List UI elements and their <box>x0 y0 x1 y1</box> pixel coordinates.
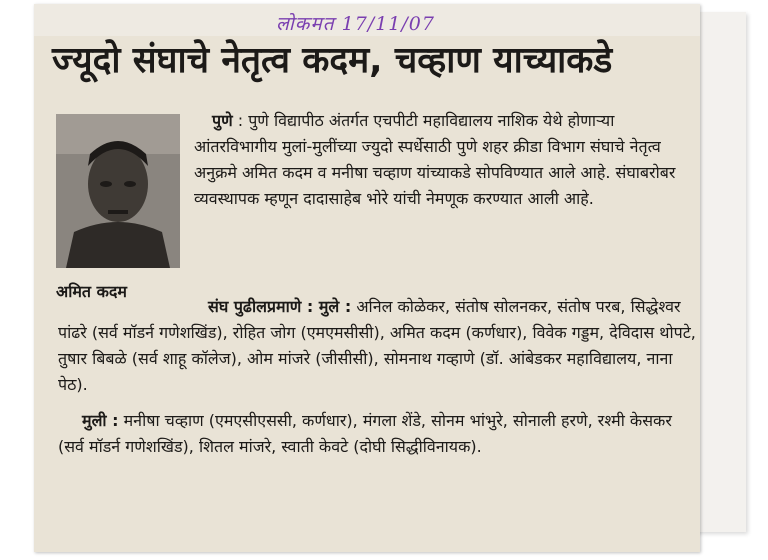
player-photo <box>56 114 180 268</box>
girls-team-list: मनीषा चव्हाण (एमएसीएससी, कर्णधार), मंगला शेंडे, सोनम भांभुरे, सोनाली हरणे, रश्मी केसकर (सर्व मॉडर्न गणेशखिंड), शितल मांजरे, स्वाती केवटे (दोघी सिद्धीविनायक). <box>58 411 672 456</box>
girls-team-heading: मुली : <box>82 411 119 430</box>
portrait-image <box>56 114 180 268</box>
article-intro <box>194 108 694 212</box>
boys-team-paragraph <box>58 294 698 398</box>
intro-paragraph <box>194 108 694 212</box>
newspaper-clipping <box>34 4 700 552</box>
article-headline: ज्यूदो संघाचे नेतृत्व कदम, चव्हाण याच्याकडे <box>52 40 613 81</box>
team-lists <box>58 294 698 460</box>
boys-team-heading: संघ पुढीलप्रमाणे : मुले : <box>208 297 352 316</box>
girls-team-paragraph <box>58 408 698 460</box>
handwritten-source-date: लोकमत 17/11/07 <box>276 13 435 35</box>
intro-text: : पुणे विद्यापीठ अंतर्गत एचपीटी महाविद्यालय नाशिक येथे होणाऱ्या आंतरविभागीय मुलां-मुलींच्या ज्युदो स्पर्धेसाठी पुणे शहर क्रीडा विभाग संघाचे नेतृत्व अनुक्रमे अमित कदम व मनीषा चव्हाण यांच्याकडे सोपविण्यात आले आहे. संघाबरोबर व्यवस्थापक म्हणून दादासाहेब भोरे यांची नेमणूक करण्यात आली आहे. <box>194 111 676 208</box>
dateline: पुणे <box>212 111 233 130</box>
boys-team-list: अनिल कोळेकर, संतोष सोलनकर, संतोष परब, सिद्धेश्वर पांढरे (सर्व मॉडर्न गणेशखिंड), रोहित जोग (एमएमसीसी), अमित कदम (कर्णधार), विवेक गड्डम, देविदास थोपटे, तुषार बिबळे (सर्व शाहू कॉलेज), ओम मांजरे (जीसीसी), सोमनाथ गव्हाणे (डॉ. आंबेडकर महाविद्यालय, नाना पेठ). <box>58 297 696 394</box>
photo-caption: अमित कदम <box>56 282 127 301</box>
